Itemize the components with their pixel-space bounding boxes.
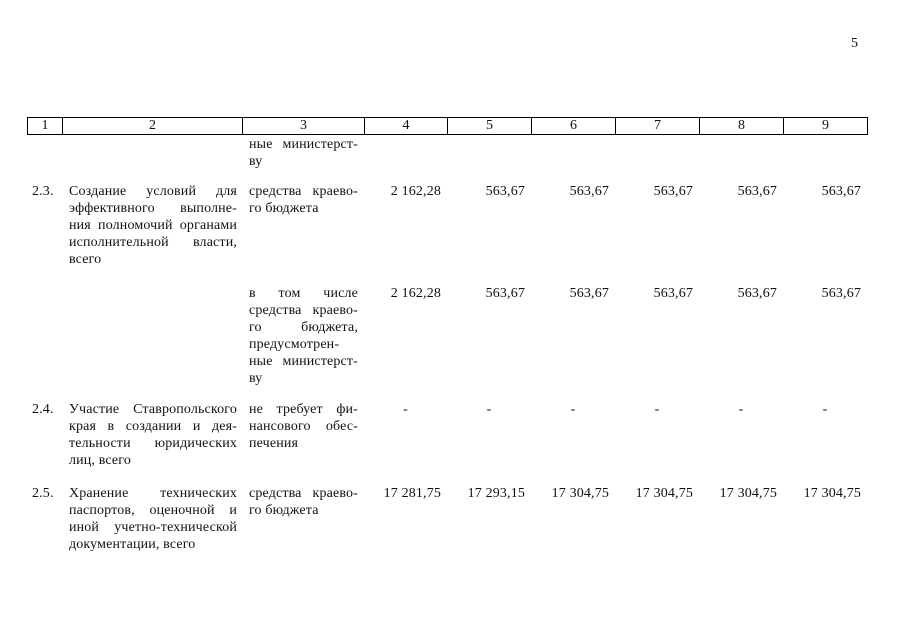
name-line: ния полномочий органами	[69, 218, 237, 233]
name-line: лиц, всего	[69, 453, 131, 468]
header-cell-2: 2	[63, 118, 243, 135]
value-cell: 2 162,28	[390, 184, 441, 199]
header-cell-9: 9	[784, 118, 868, 135]
name-line: Участие Ставропольского	[69, 402, 237, 417]
row-number: 2.5.	[32, 486, 54, 501]
header-row	[28, 118, 868, 135]
source-line: ву	[249, 371, 263, 386]
name-cell	[62, 183, 242, 268]
source-line: в том числе	[249, 286, 358, 301]
value-cell: -	[570, 402, 576, 417]
name-cell	[62, 401, 242, 469]
value-cell: -	[822, 402, 828, 417]
source-cell	[242, 485, 364, 519]
value-cell: 17 304,75	[803, 486, 861, 501]
source-line: печения	[249, 436, 299, 451]
name-line: иной учетно-технической	[69, 520, 237, 535]
header-cell-4: 4	[365, 118, 448, 135]
header-cell-1: 1	[28, 118, 63, 135]
row-number: 2.3.	[32, 184, 54, 199]
value-cell: 563,67	[821, 184, 861, 199]
value-cell: 17 304,75	[551, 486, 609, 501]
source-cell	[242, 136, 364, 170]
source-line: го бюджета	[249, 503, 319, 518]
value-cell: 2 162,28	[390, 286, 441, 301]
name-line: тельности юридических	[69, 436, 237, 451]
source-line: не требует фи-	[249, 402, 358, 417]
value-cell: -	[486, 402, 492, 417]
name-line: Создание условий для	[69, 184, 237, 199]
source-line: го бюджета,	[249, 320, 358, 335]
row-number: 2.4.	[32, 402, 54, 417]
name-line: эффективного выполне-	[69, 201, 237, 216]
name-line: документации, всего	[69, 537, 196, 552]
source-cell	[242, 401, 364, 452]
value-cell: 563,67	[821, 286, 861, 301]
name-line: исполнительной власти,	[69, 235, 237, 250]
header-cell-8: 8	[700, 118, 784, 135]
value-cell: 563,67	[569, 286, 609, 301]
value-cell: -	[403, 402, 408, 417]
source-line: ные министерст-	[249, 137, 358, 152]
name-line: края в создании и дея-	[69, 419, 237, 434]
value-cell: 17 304,75	[719, 486, 777, 501]
source-line: ву	[249, 154, 263, 169]
source-line: предусмотрен-	[249, 337, 340, 352]
value-cell: -	[654, 402, 660, 417]
name-line: Хранение технических	[69, 486, 237, 501]
page-number: 5	[851, 36, 858, 51]
header-cell-3: 3	[243, 118, 365, 135]
source-line: го бюджета	[249, 201, 319, 216]
source-line: средства краево-	[249, 184, 358, 199]
header-cell-7: 7	[616, 118, 700, 135]
header-cell-6: 6	[532, 118, 616, 135]
value-cell: 563,67	[737, 286, 777, 301]
value-cell: -	[738, 402, 744, 417]
source-line: ные министерст-	[249, 354, 358, 369]
name-line: паспортов, оценочной и	[69, 503, 237, 518]
value-cell: 17 293,15	[467, 486, 525, 501]
name-cell	[62, 485, 242, 553]
source-cell	[242, 285, 364, 387]
value-cell: 17 304,75	[635, 486, 693, 501]
table-header	[27, 117, 868, 135]
source-cell	[242, 183, 364, 217]
value-cell: 563,67	[653, 286, 693, 301]
source-line: нансового обес-	[249, 419, 358, 434]
value-cell: 563,67	[737, 184, 777, 199]
value-cell: 563,67	[653, 184, 693, 199]
value-cell: 563,67	[569, 184, 609, 199]
name-line: всего	[69, 252, 102, 267]
value-cell: 563,67	[485, 184, 525, 199]
source-line: средства краево-	[249, 486, 358, 501]
value-cell: 563,67	[485, 286, 525, 301]
source-line: средства краево-	[249, 303, 358, 318]
header-cell-5: 5	[448, 118, 532, 135]
value-cell: 17 281,75	[383, 486, 441, 501]
